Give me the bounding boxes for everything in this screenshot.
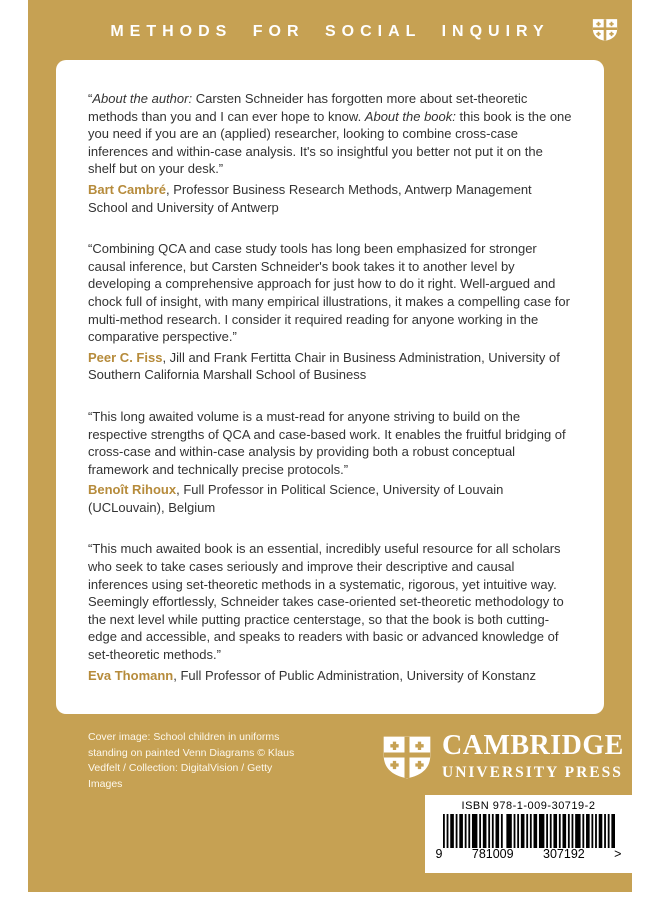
quote-1-italic-lead: About the author: <box>92 91 193 106</box>
quote-1-open: “ <box>88 91 93 106</box>
quote-author-3 <box>88 481 572 516</box>
barcode-arrow: > <box>614 847 622 861</box>
barcode-digits-group2: 307192 <box>543 847 585 861</box>
publisher-name <box>442 732 624 782</box>
barcode-digit-lead: 9 <box>435 847 443 861</box>
quote-1-italic-book: About the book: <box>364 108 456 124</box>
series-title: METHODS FOR SOCIAL INQUIRY <box>110 23 550 40</box>
publisher-logo <box>382 732 624 782</box>
cambridge-shield-icon <box>382 734 432 781</box>
endorser-affiliation-1: , Professor Business Research Methods, Antwerp Management School and University of Antwerp <box>88 181 532 215</box>
endorser-affiliation-4: , Full Professor of Public Administration, University of Konstanz <box>173 667 536 683</box>
quote-1-body-1: Carsten Schneider has forgotten more about set-theoretic methods than you and I can ever hope to know. <box>88 91 528 124</box>
barcode-panel <box>425 795 632 873</box>
endorser-name-3: Benoît Rihoux <box>88 482 177 498</box>
cover-image-credit: Cover image: School children in uniforms standing on painted Venn Diagrams © Klaus Vedfelt / Collection: DigitalVision / Getty Images <box>88 731 295 790</box>
quote-1-body-2: this book is the one you need if you are an (applied) researcher, looking to combine cross-case inferences and within-case analysis. It's so insightful you better not put it on the shelf but on your desk.” <box>88 108 572 177</box>
back-cover <box>28 0 632 892</box>
endorsements-panel <box>56 60 604 714</box>
barcode <box>443 814 615 848</box>
quote-text-2: “Combining QCA and case study tools has long been emphasized for stronger causal inference, but Carsten Schneider's book takes it to another level by developing a comprehensive approach for just how to do it right. Well-argued and chock full of insight, with many empirical illustrations, it makes a compelling case for multi-method research. I consider it required reading for anyone working in the comparative perspective.” <box>88 241 570 345</box>
quote-text-3: “This long awaited volume is a must-read for anyone striving to build on the respective strengths of QCA and case-based work. It enables the fruitful bridging of cross-case and within-case analysis by providing both a robust conceptual framework and technically precise protocols.” <box>88 408 566 477</box>
endorser-name-4: Eva Thomann <box>88 667 174 683</box>
quote-author-4 <box>88 667 572 685</box>
publisher-name-line2: UNIVERSITY PRESS <box>442 764 623 781</box>
quote-text-4: “This much awaited book is an essential, incredibly useful resource for all scholars who seek to take cases seriously and improve their descriptive and causal inferences using set-theoretic methods in a systematic, rigorous, yet intuitive way. Seemingly effortlessly, Schneider takes case-oriented set-theoretic methodology to the next level while putting practice centerstage, so that the book is both cutting-edge and accessible, and speaks to readers with basic or advanced knowledge of set-theoretic methods.” <box>88 541 564 663</box>
quote-author-2 <box>88 349 572 384</box>
endorser-name-2: Peer C. Fiss <box>88 349 163 365</box>
quote-author-1 <box>88 181 572 216</box>
endorser-affiliation-2: , Jill and Frank Fertitta Chair in Business Administration, University of Southern California Marshall School of Business <box>88 349 560 383</box>
cambridge-shield-small-icon <box>592 18 618 42</box>
endorser-name-1: Bart Cambré <box>88 181 167 197</box>
publisher-name-line1: CAMBRIDGE <box>442 730 624 761</box>
isbn-label: ISBN 978-1-009-30719-2 <box>461 800 596 812</box>
barcode-digits-group1: 781009 <box>471 847 514 861</box>
barcode-digits <box>436 848 622 861</box>
endorser-affiliation-3: , Full Professor in Political Science, University of Louvain (UCLouvain), Belgium <box>88 482 504 515</box>
quote-text-1 <box>88 90 572 178</box>
